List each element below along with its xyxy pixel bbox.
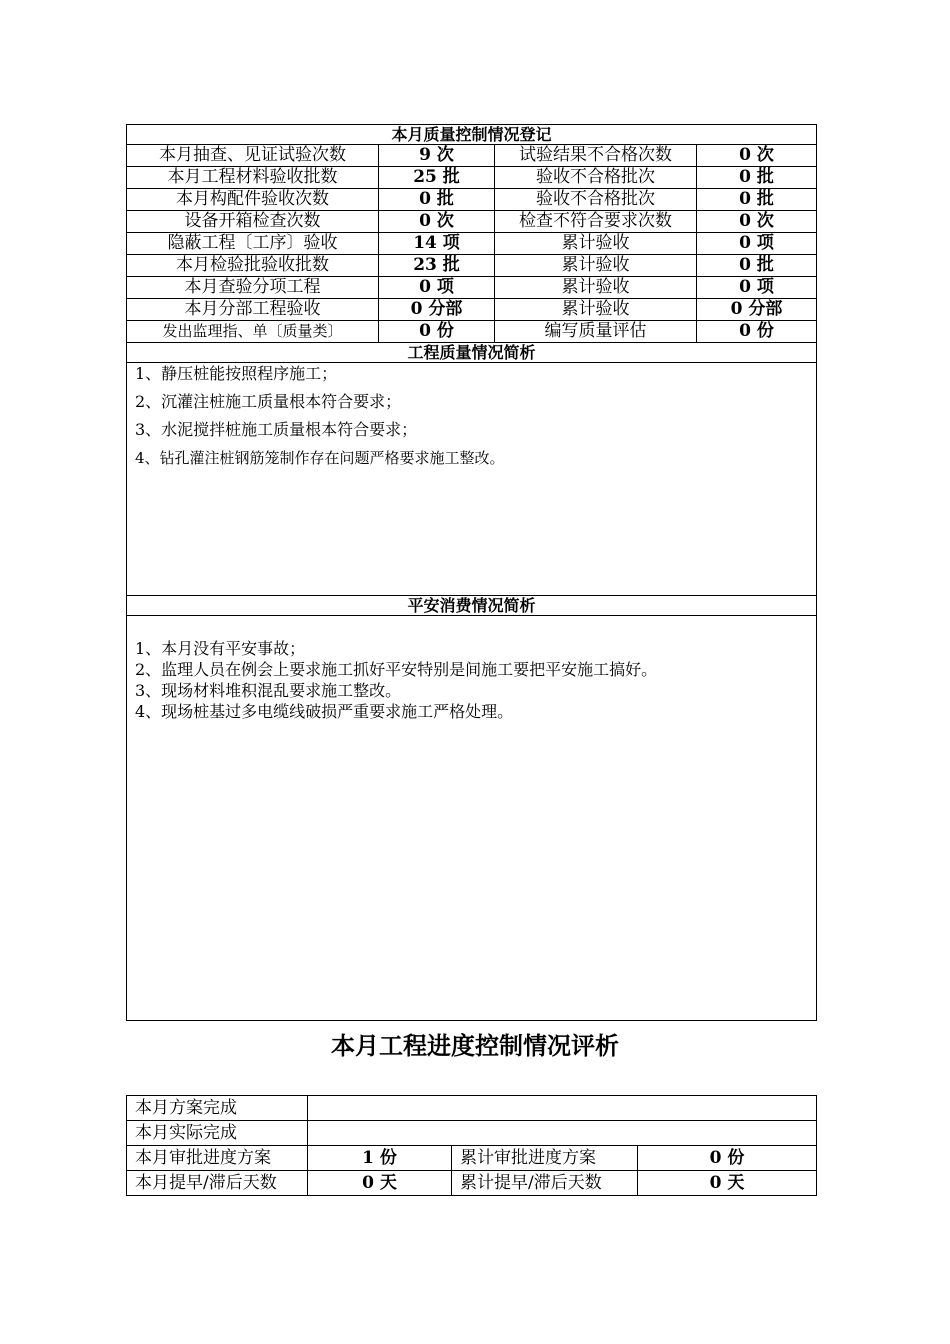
safety-analysis-line: 4、现场桩基过多电缆线破损严重要求施工严格处理。	[135, 702, 514, 721]
approved-value: 1 份	[308, 1146, 452, 1171]
table-row	[127, 167, 817, 189]
early-late-value: 0 天	[308, 1171, 452, 1196]
row-label: 设备开箱检查次数	[127, 211, 379, 233]
progress-section-title: 本月工程进度控制情况评析	[331, 1032, 619, 1060]
row-label-secondary: 累计验收	[495, 277, 697, 299]
safety-analysis-line: 3、现场材料堆积混乱要求施工整改。	[135, 681, 402, 700]
row-label: 本月分部工程验收	[127, 299, 379, 321]
table-row	[127, 321, 817, 343]
plan-value-cell	[308, 1096, 817, 1121]
quality-analysis-line: 4、钻孔灌注桩钢筋笼制作存在问题严格要求施工整改。	[135, 449, 505, 467]
row-value-secondary: 0 份	[697, 321, 817, 343]
safety-analysis-body	[127, 616, 817, 1021]
quality-analysis-title: 工程质量情况简析	[127, 343, 817, 363]
row-value-secondary: 0 批	[697, 167, 817, 189]
quality-analysis-line: 1、静压桩能按照程序施工；	[135, 364, 338, 383]
table-row	[127, 277, 817, 299]
safety-analysis-line: 2、监理人员在例会上要求施工抓好平安特别是间施工要把平安施工搞好。	[135, 660, 658, 679]
plan-label: 本月方案完成	[127, 1096, 308, 1121]
quality-control-table	[126, 124, 817, 1021]
progress-control-table	[126, 1095, 817, 1196]
row-label-secondary: 验收不合格批次	[495, 189, 697, 211]
row-value-secondary: 0 项	[697, 233, 817, 255]
cumulative-approved-value: 0 份	[638, 1146, 817, 1171]
row-label: 本月检验批验收批数	[127, 255, 379, 277]
quality-analysis-line: 3、水泥搅拌桩施工质量根本符合要求；	[135, 420, 418, 439]
table-row	[127, 189, 817, 211]
row-value-secondary: 0 分部	[697, 299, 817, 321]
cumulative-approved-label: 累计审批进度方案	[452, 1146, 638, 1171]
actual-label: 本月实际完成	[127, 1121, 308, 1146]
quality-analysis-line: 2、沉灌注桩施工质量根本符合要求；	[135, 392, 402, 411]
row-value: 23 批	[379, 255, 495, 277]
table-row	[127, 299, 817, 321]
table-row	[127, 1171, 817, 1196]
row-label: 本月查验分项工程	[127, 277, 379, 299]
cumulative-early-late-value: 0 天	[638, 1171, 817, 1196]
row-value: 0 批	[379, 189, 495, 211]
safety-analysis-header-row	[127, 596, 817, 616]
table-row	[127, 1121, 817, 1146]
row-value-secondary: 0 次	[697, 211, 817, 233]
row-label-secondary: 累计验收	[495, 255, 697, 277]
row-value: 0 次	[379, 211, 495, 233]
row-label-secondary: 累计验收	[495, 299, 697, 321]
cumulative-early-late-label: 累计提早/滞后天数	[452, 1171, 638, 1196]
row-value: 0 项	[379, 277, 495, 299]
quality-analysis-body	[127, 363, 817, 596]
row-value: 0 分部	[379, 299, 495, 321]
safety-analysis-row	[127, 616, 817, 1021]
row-label: 隐蔽工程〔工序〕验收	[127, 233, 379, 255]
table-row	[127, 211, 817, 233]
row-label-secondary: 验收不合格批次	[495, 167, 697, 189]
early-late-label: 本月提早/滞后天数	[127, 1171, 308, 1196]
table-row	[127, 1096, 817, 1121]
row-label: 本月抽查、见证试验次数	[127, 145, 379, 167]
row-label-secondary: 累计验收	[495, 233, 697, 255]
row-label-secondary: 检查不符合要求次数	[495, 211, 697, 233]
safety-analysis-title: 平安消费情况简析	[127, 596, 817, 616]
row-label: 本月工程材料验收批数	[127, 167, 379, 189]
row-value-secondary: 0 次	[697, 145, 817, 167]
approved-label: 本月审批进度方案	[127, 1146, 308, 1171]
table-row	[127, 255, 817, 277]
row-value: 25 批	[379, 167, 495, 189]
row-value: 0 份	[379, 321, 495, 343]
safety-analysis-line: 1、本月没有平安事故；	[135, 639, 306, 658]
row-value: 14 项	[379, 233, 495, 255]
table-row	[127, 145, 817, 167]
quality-analysis-header-row	[127, 343, 817, 363]
row-value-secondary: 0 批	[697, 255, 817, 277]
row-value-secondary: 0 批	[697, 189, 817, 211]
row-label-secondary: 试验结果不合格次数	[495, 145, 697, 167]
quality-table-title: 本月质量控制情况登记	[127, 125, 817, 145]
row-label: 本月构配件验收次数	[127, 189, 379, 211]
row-label-secondary: 编写质量评估	[495, 321, 697, 343]
row-value-secondary: 0 项	[697, 277, 817, 299]
table-row	[127, 1146, 817, 1171]
actual-value-cell	[308, 1121, 817, 1146]
quality-table-header-row	[127, 125, 817, 145]
table-row	[127, 233, 817, 255]
row-value: 9 次	[379, 145, 495, 167]
row-label: 发出监理指、单〔质量类〕	[127, 321, 379, 343]
quality-analysis-row	[127, 363, 817, 596]
